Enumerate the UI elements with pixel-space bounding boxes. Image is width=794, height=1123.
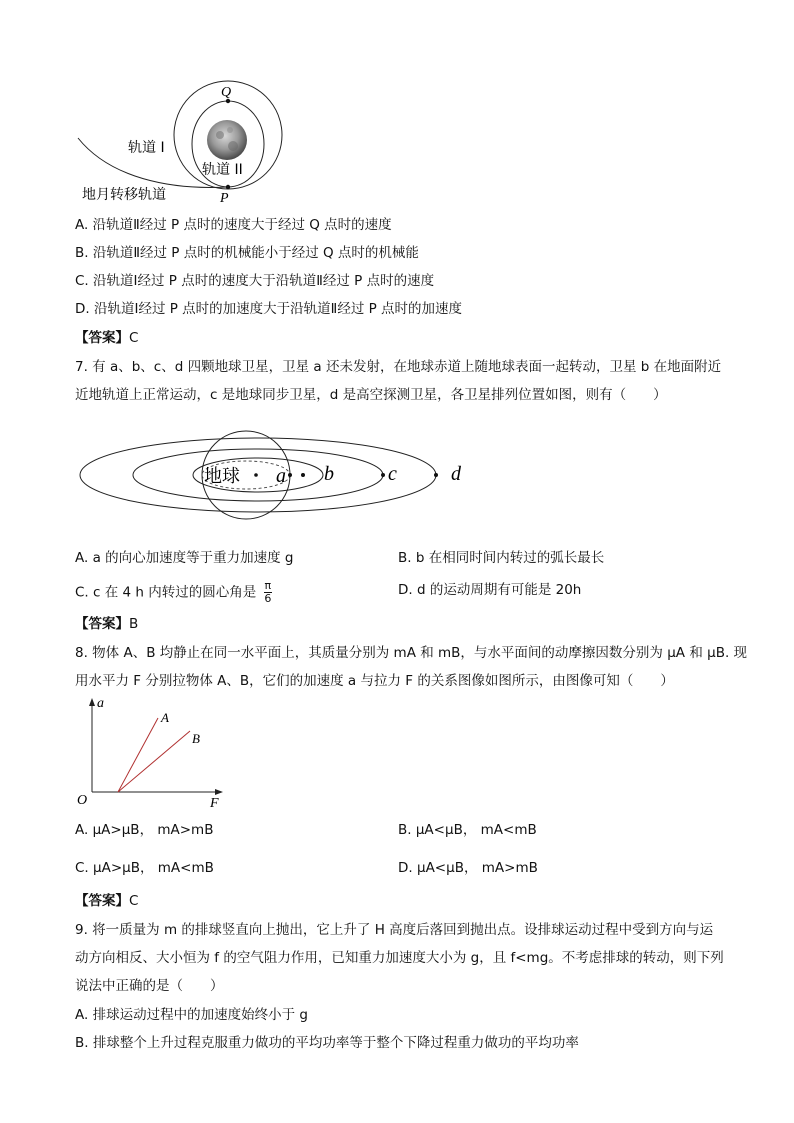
answer-tag: 【答案】 (75, 330, 129, 346)
q6-option-b: B. 沿轨道Ⅱ经过 P 点时的机械能小于经过 Q 点时的机械能 (75, 245, 419, 261)
axis-label-a: a (97, 696, 104, 711)
q9-stem-line3: 说法中正确的是（ ） (75, 978, 224, 994)
q6-option-a: A. 沿轨道Ⅱ经过 P 点时的速度大于经过 Q 点时的速度 (75, 217, 392, 233)
answer-value: B (129, 616, 139, 632)
answer-tag: 【答案】 (75, 893, 129, 909)
q7-option-a: A. a 的向心加速度等于重力加速度 g (75, 550, 294, 566)
label-earth: 地球 (204, 466, 240, 487)
fraction-denominator: 6 (264, 592, 272, 605)
q7-option-b: B. b 在相同时间内转过的弧长最长 (398, 550, 605, 566)
label-b: b (324, 463, 334, 485)
q9-stem-line2: 动方向相反、大小恒为 f 的空气阻力作用，已知重力加速度大小为 g，且 f<mg。不考虑排球的转动，则下列 (75, 950, 724, 966)
line-b (118, 731, 190, 792)
q6-option-d: D. 沿轨道Ⅰ经过 P 点时的加速度大于沿轨道Ⅱ经过 P 点时的加速度 (75, 301, 463, 317)
q9-stem-line1: 9. 将一质量为 m 的排球竖直向上抛出，它上升了 H 高度后落回到抛出点。设排球运动过程中受到方向与运 (75, 922, 714, 938)
q8-option-c: C. μA>μB， mA<mB (75, 860, 214, 876)
sat-a (288, 473, 292, 477)
q9-option-b: B. 排球整个上升过程克服重力做功的平均功率等于整个下降过程重力做功的平均功率 (75, 1035, 579, 1051)
sat-c (381, 473, 385, 477)
q6-answer (75, 328, 138, 348)
q8-stem-line2: 用水平力 F 分别拉物体 A、B，它们的加速度 a 与拉力 F 的关系图像如图所示，由图像可知（ ） (75, 673, 674, 689)
point-p (226, 185, 230, 189)
moon-image (207, 120, 247, 160)
q7-option-c-text: C. c 在 4 h 内转过的圆心角是 (75, 584, 257, 601)
label-p: P (220, 191, 229, 206)
line-label-b: B (192, 731, 200, 746)
fraction-numerator: π (264, 579, 272, 592)
q9-option-a: A. 排球运动过程中的加速度始终小于 g (75, 1007, 308, 1023)
satellite-orbit-figure (78, 430, 478, 540)
answer-value: C (129, 330, 139, 346)
q8-answer (75, 891, 138, 911)
label-c: c (388, 463, 397, 485)
lunar-orbit-figure (70, 80, 300, 210)
fraction (264, 580, 273, 605)
sat-b (301, 473, 305, 477)
sat-d (434, 473, 438, 477)
q7-option-d: D. d 的运动周期有可能是 20h (398, 582, 582, 598)
a-f-graph (72, 695, 232, 810)
label-a: a (276, 465, 286, 487)
q8-option-d: D. μA<μB， mA>mB (398, 860, 538, 876)
label-transfer: 地月转移轨道 (82, 187, 166, 203)
q8-option-a: A. μA>μB， mA>mB (75, 822, 214, 838)
line-a (118, 718, 158, 792)
orbit-c (133, 449, 383, 501)
q8-option-b: B. μA<μB， mA<mB (398, 822, 537, 838)
answer-tag: 【答案】 (75, 616, 129, 632)
answer-value: C (129, 893, 139, 909)
q7-stem-line2: 近地轨道上正常运动，c 是地球同步卫星，d 是高空探测卫星，各卫星排列位置如图，则有（ ） (75, 387, 667, 403)
label-d: d (451, 463, 461, 485)
label-q: Q (221, 85, 232, 100)
q7-stem-line1: 7. 有 a、b、c、d 四颗地球卫星，卫星 a 还未发射，在地球赤道上随地球表面一起转动，卫星 b 在地面附近 (75, 359, 722, 375)
q8-stem-line1: 8. 物体 A、B 均静止在同一水平面上，其质量分别为 mA 和 mB，与水平面间的动摩擦因数分别为 μA 和 μB. 现 (75, 645, 748, 661)
q7-answer (75, 614, 138, 634)
label-orbit2: 轨道 II (202, 162, 243, 178)
origin-label: O (77, 793, 88, 808)
line-label-a: A (161, 710, 169, 725)
q6-option-c: C. 沿轨道Ⅰ经过 P 点时的速度大于沿轨道Ⅱ经过 P 点时的速度 (75, 273, 435, 289)
q7-option-c (75, 580, 272, 605)
label-orbit1: 轨道 I (128, 140, 165, 156)
axis-label-f: F (210, 796, 219, 810)
